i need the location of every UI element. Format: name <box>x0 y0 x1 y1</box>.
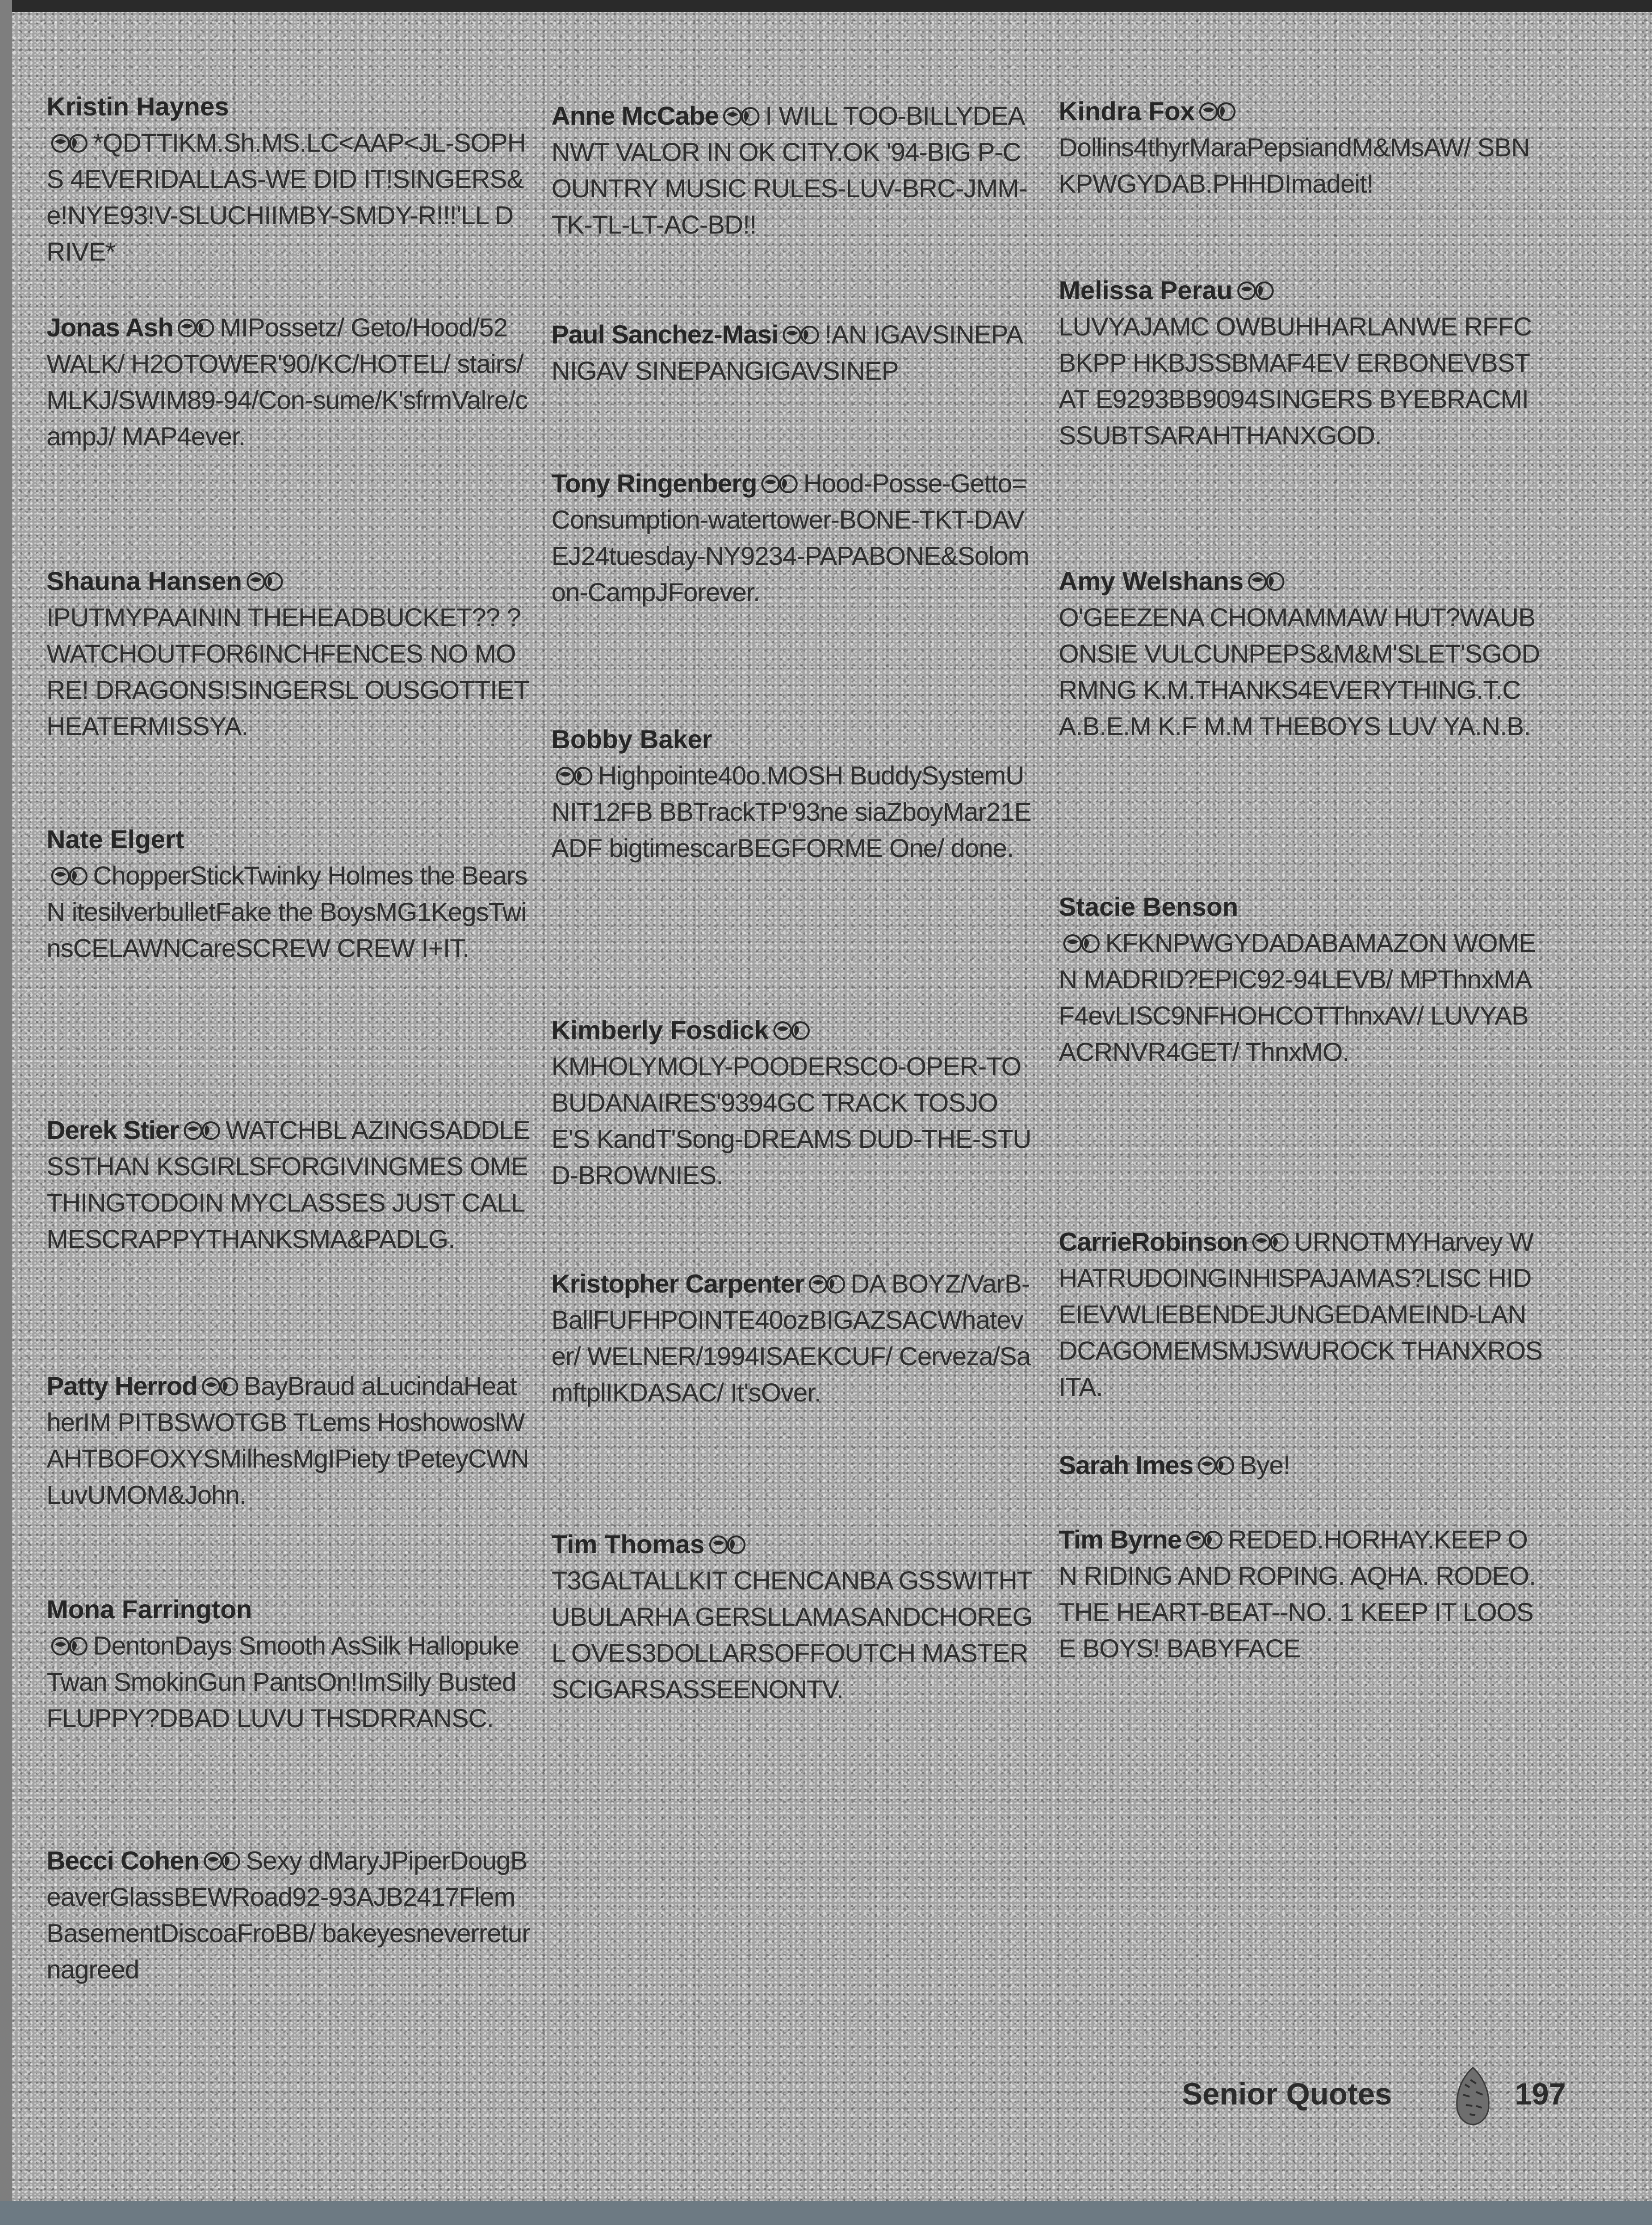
section-label: Senior Quotes <box>1182 2077 1392 2111</box>
senior-quote: KMHOLYMOLY-POODERSCO-OPER-TOBUDANAIRES'9394GC TRACK TOSJOE'S KandT'Song-DREAMS DUD-THE-STUD-BROWNIES. <box>551 1052 1031 1190</box>
senior-quote-text: URNOTMYHarvey WHATRUDOINGINHISPAJAMAS?LISC HIDEIEVWLIEBENDEJUNGEDAMEIND-LANDCAGOMEMSMJSWUROCK THANXROSITA. <box>1059 1227 1543 1401</box>
senior-quote <box>47 858 531 966</box>
senior-name: Melissa Perau <box>1059 272 1543 308</box>
senior-quote-entry <box>1059 1521 1543 1667</box>
globe-icon <box>1252 1230 1289 1254</box>
globe-icon <box>184 1119 221 1143</box>
senior-name: Sarah Imes <box>1059 1450 1193 1480</box>
senior-name: Mona Farrington <box>47 1595 252 1624</box>
senior-quote-text: BayBraud aLucindaHeatherIM PITBSWOTGB TLems HoshowoslWAHTBOFOXYSMilhesMgIPiety tPeteyCWNLuvUMOM&John. <box>47 1371 529 1509</box>
senior-quote <box>551 316 1035 389</box>
senior-quote <box>47 1112 531 1257</box>
senior-name: Kristin Haynes <box>47 92 229 121</box>
senior-quote: O'GEEZENA CHOMAMMAW HUT?WAUBONSIE VULCUNPEPS&M&M'SLET'SGODRMNG K.M.THANKS4EVERYTHING.T.C A.B.E.M K.F M.M THEBOYS LUV YA.N.B. <box>1059 603 1540 741</box>
senior-quote <box>1059 1447 1543 1483</box>
senior-quote-entry <box>551 1526 1035 1708</box>
page-left-edge <box>0 0 12 2225</box>
senior-quote-entry <box>47 1843 531 1988</box>
globe-icon <box>773 1019 811 1043</box>
senior-quote-text: *QDTTIKM.Sh.MS.LC<AAP<JL-SOPHS 4EVERIDALLAS-WE DID IT!SINGERS&e!NYE93!V-SLUCHIIMBY-SMDY-R!!!'LL DRIVE* <box>47 128 526 266</box>
globe-icon <box>1237 279 1275 303</box>
senior-quote <box>47 125 531 270</box>
senior-name: Jonas Ash <box>47 313 174 342</box>
globe-icon <box>1063 932 1101 956</box>
globe-icon <box>178 316 215 340</box>
senior-name: Shauna Hansen <box>47 563 531 599</box>
senior-quote-entry <box>551 465 1035 610</box>
senior-quote <box>47 1368 531 1513</box>
senior-quote-entry <box>47 1368 531 1513</box>
senior-name: Derek Stier <box>47 1115 179 1145</box>
page-bottom-edge <box>0 2201 1652 2225</box>
senior-quote-text: KFKNPWGYDADABAMAZON WOMEN MADRID?EPIC92-94LEVB/ MPThnxMAF4evLISC9NFHOHCOTThnxAV/ LUVYABACRNVR4GET/ ThnxMO. <box>1059 928 1536 1066</box>
globe-icon <box>202 1374 239 1399</box>
senior-quote-text: Hood-Posse-Getto=Consumption-watertower-BONE-TKT-DAVEJ24tuesday-NY9234-PAPABONE&Solomon-CampJForever. <box>551 469 1029 607</box>
senior-quote-text: Highpointe40o.MOSH BuddySystemUNIT12FB BBTrackTP'93ne siaZboyMar21EADF bigtimescarBEGFORME One/ done. <box>551 761 1031 863</box>
senior-quote-entry <box>47 88 531 270</box>
senior-name: Kindra Fox <box>1059 93 1543 129</box>
senior-name: Nate Elgert <box>47 824 184 854</box>
senior-name: Patty Herrod <box>47 1371 198 1401</box>
page-number: 197 <box>1515 2077 1566 2111</box>
senior-quote-entry <box>47 563 531 744</box>
senior-quote-text: DA BOYZ/VarB-BallFUFHPOINTE40ozBIGAZSACWhatever/ WELNER/1994ISAEKCUF/ Cerveza/SamftplIKDASAC/ It'sOver. <box>551 1269 1031 1407</box>
globe-icon <box>1198 1454 1235 1478</box>
senior-name: Anne McCabe <box>551 101 719 130</box>
globe-icon <box>51 864 88 888</box>
senior-name: Paul Sanchez-Masi <box>551 320 779 349</box>
globe-icon <box>761 472 799 496</box>
senior-name: Bobby Baker <box>551 724 712 754</box>
senior-quote-text: !AN IGAVSINEPANIGAV SINEPANGIGAVSINEP <box>551 320 1023 385</box>
page-footer <box>1182 2066 1601 2122</box>
senior-quote: Dollins4thyrMaraPepsiandM&MsAW/ SBNKPWGYDAB.PHHDImadeit! <box>1059 133 1530 198</box>
senior-quote-entry <box>47 821 531 966</box>
senior-quote-entry <box>551 1012 1035 1193</box>
globe-icon <box>1248 570 1285 594</box>
senior-quote-text: DentonDays Smooth AsSilk Hallopuke Twan SmokinGun PantsOn!ImSilly Busted FLUPPY?DBAD LUVU THSDRRANSC. <box>47 1631 519 1733</box>
senior-name: Stacie Benson <box>1059 892 1238 921</box>
senior-quote-entry <box>1059 1224 1543 1405</box>
globe-icon <box>1199 100 1236 124</box>
senior-name: Tim Thomas <box>551 1526 1035 1562</box>
senior-quote-text: WATCHBL AZINGSADDLESSTHAN KSGIRLSFORGIVINGMES OMETHINGTODOIN MYCLASSES JUST CALL MESCRAPPYTHANKSMA&PADLG. <box>47 1115 530 1253</box>
senior-quote: LUVYAJAMC OWBUHHARLANWE RFFCBKPP HKBJSSBMAF4EV ERBONEVBSTAT E9293BB9094SINGERS BYEBRACMISSUBTSARAHTHANXGOD. <box>1059 312 1532 450</box>
globe-icon <box>809 1272 846 1296</box>
senior-quote <box>47 309 531 455</box>
arrowhead-icon <box>1443 2066 1503 2126</box>
senior-quote: T3GALTALLKIT CHENCANBA GSSWITHTUBULARHA GERSLLAMASANDCHOREGL OVES3DOLLARSOFFOUTCH MASTERSCIGARSASSEENONTV. <box>551 1566 1033 1704</box>
senior-quote-text: MIPossetz/ Geto/Hood/52WALK/ H2OTOWER'90/KC/HOTEL/ stairs/MLKJ/SWIM89-94/Con-sume/K'sfrmValre/campJ/ MAP4ever. <box>47 313 528 451</box>
senior-quote-text: Sexy dMaryJPiperDougBeaverGlassBEWRoad92-93AJB2417FlemBasementDiscoaFroBB/ bakeyesneverreturnagreed <box>47 1846 530 1984</box>
senior-name: Tony Ringenberg <box>551 469 757 498</box>
globe-icon <box>556 764 593 788</box>
senior-quote-entry <box>47 1591 531 1736</box>
senior-quote-entry <box>47 309 531 455</box>
senior-quote <box>47 1843 531 1988</box>
senior-quote <box>551 98 1035 243</box>
senior-quote-entry <box>551 721 1035 866</box>
senior-quote <box>1059 925 1543 1070</box>
senior-quote-entry <box>1059 272 1543 454</box>
senior-quote-text: ChopperStickTwinky Holmes the BearsN itesilverbulletFake the BoysMG1KegsTwinsCELAWNCareSCREW CREW I+IT. <box>47 861 527 963</box>
senior-name: Amy Welshans <box>1059 563 1543 599</box>
senior-quote-entry <box>551 1266 1035 1411</box>
senior-quote-entry <box>1059 1447 1543 1483</box>
senior-quote <box>1059 1521 1543 1667</box>
senior-quote-entry <box>551 316 1035 389</box>
globe-icon <box>1186 1528 1223 1552</box>
senior-quote-entry <box>47 1112 531 1257</box>
senior-quote <box>551 465 1035 610</box>
globe-icon <box>723 104 760 128</box>
senior-name: Kimberly Fosdick <box>551 1012 1035 1048</box>
globe-icon <box>709 1533 746 1557</box>
senior-quote-entry <box>1059 563 1543 744</box>
senior-quote-text: I WILL TOO-BILLYDEANWT VALOR IN OK CITY.OK '94-BIG P-COUNTRY MUSIC RULES-LUV-BRC-JMM-TK-TL-LT-AC-BD!! <box>551 101 1027 239</box>
senior-quote-entry <box>551 98 1035 243</box>
globe-icon <box>783 323 820 347</box>
senior-quote <box>47 1628 531 1736</box>
senior-name: CarrieRobinson <box>1059 1227 1248 1256</box>
senior-name: Tim Byrne <box>1059 1525 1182 1554</box>
globe-icon <box>51 131 88 155</box>
senior-name: Becci Cohen <box>47 1846 200 1875</box>
senior-quote-text: REDED.HORHAY.KEEP ON RIDING AND ROPING. AQHA. RODEO.THE HEART-BEAT--NO. 1 KEEP IT LOOSE BOYS! BABYFACE <box>1059 1525 1536 1663</box>
senior-quote <box>551 1266 1035 1411</box>
senior-quote <box>551 757 1035 866</box>
senior-quote-text: Bye! <box>1239 1450 1290 1480</box>
senior-quote <box>1059 1224 1543 1405</box>
senior-quote-entry <box>1059 93 1543 202</box>
senior-name: Kristopher Carpenter <box>551 1269 805 1298</box>
globe-icon <box>204 1849 241 1873</box>
globe-icon <box>51 1634 88 1658</box>
globe-icon <box>247 570 284 594</box>
page-top-edge <box>0 0 1652 12</box>
senior-quote-entry <box>1059 889 1543 1070</box>
senior-quote: IPUTMYPAAININ THEHEADBUCKET?? ?WATCHOUTFOR6INCHFENCES NO MORE! DRAGONS!SINGERSL OUSGOTTIETHEATERMISSYA. <box>47 603 530 741</box>
